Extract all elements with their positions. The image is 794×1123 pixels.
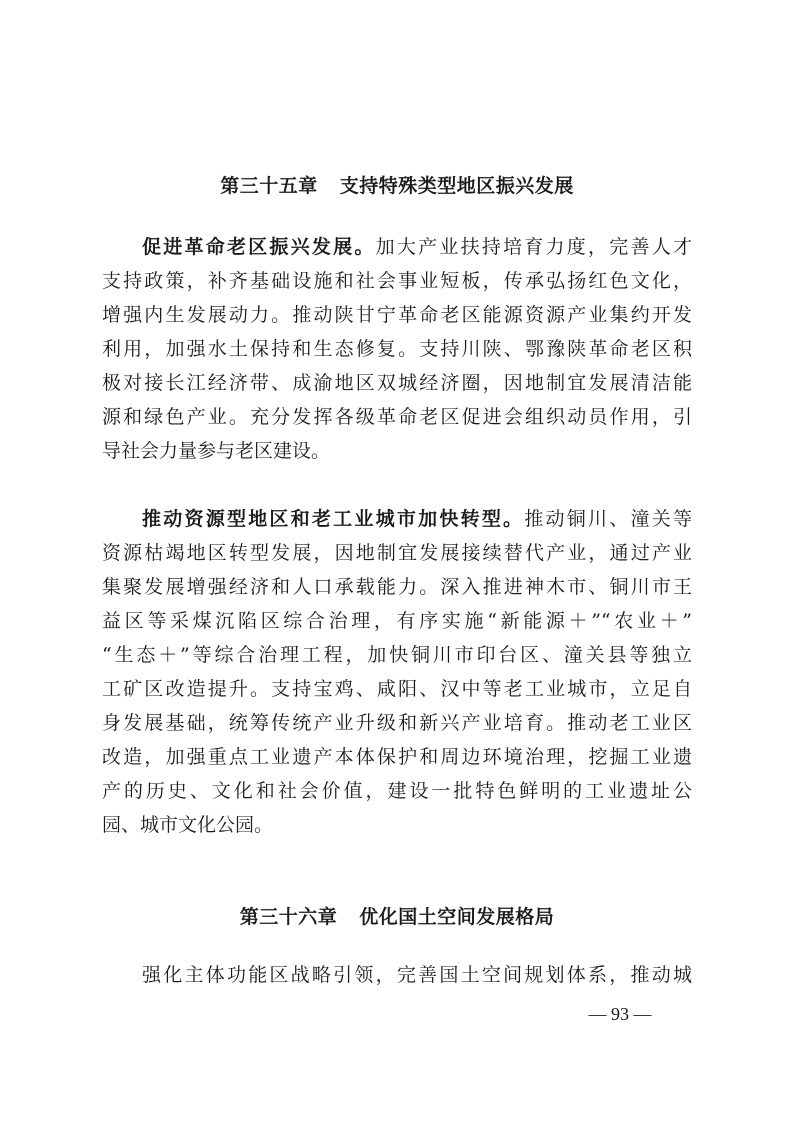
paragraph-line-text: 推动铜川、潼关等 <box>524 508 692 530</box>
paragraph-line: 源和绿色产业。充分发挥各级革命老区促进会组织动员作用，引 <box>102 406 692 428</box>
page-number: — 93 — <box>588 1004 652 1024</box>
chapter-36-title: 优化国土空间发展格局 <box>359 906 555 928</box>
paragraph-line: 利用，加强水土保持和生态修复。支持川陕、鄂豫陕革命老区积 <box>102 338 692 360</box>
chapter-35-number: 第三十五章 <box>220 175 318 197</box>
paragraph-main-functional-zones <box>102 958 692 992</box>
paragraph-line: 园、城市文化公园。 <box>102 814 274 836</box>
paragraph-line: 益区等采煤沉陷区综合治理，有序实施“新能源＋”“农业＋” <box>102 610 692 632</box>
paragraph-line: 改造，加强重点工业遗产本体保护和周边环境治理，挖掘工业遗 <box>102 746 692 768</box>
chapter-36-heading <box>100 905 694 929</box>
chapter-35-title: 支持特殊类型地区振兴发展 <box>339 175 574 197</box>
paragraph-old-revolutionary-areas <box>102 230 692 468</box>
paragraph-resource-based-transformation <box>102 502 692 842</box>
paragraph-line: 强化主体功能区战略引领，完善国土空间规划体系，推动城 <box>142 964 692 986</box>
chapter-36-number: 第三十六章 <box>239 906 338 928</box>
paragraph-line: 极对接长江经济带、成渝地区双城经济圈，因地制宜发展清洁能 <box>102 372 692 394</box>
paragraph-line <box>102 230 692 264</box>
chapter-35-heading <box>100 174 694 198</box>
paragraph-line: 增强内生发展动力。推动陕甘宁革命老区能源资源产业集约开发 <box>102 304 692 326</box>
paragraph-lead: 推动资源型地区和老工业城市加快转型。 <box>142 508 525 530</box>
paragraph-line: 集聚发展增强经济和人口承载能力。深入推进神木市、铜川市王 <box>102 576 692 598</box>
paragraph-line: 资源枯竭地区转型发展，因地制宜发展接续替代产业，通过产业 <box>102 542 692 564</box>
paragraph-line: 工矿区改造提升。支持宝鸡、咸阳、汉中等老工业城市，立足自 <box>102 678 692 700</box>
paragraph-line <box>102 502 692 536</box>
paragraph-line: 支持政策，补齐基础设施和社会事业短板，传承弘扬红色文化， <box>102 270 692 292</box>
paragraph-line: “生态＋”等综合治理工程，加快铜川市印台区、潼关县等独立 <box>102 644 692 666</box>
paragraph-line-text: 加大产业扶持培育力度，完善人才 <box>375 236 692 258</box>
paragraph-lead: 促进革命老区振兴发展。 <box>142 236 376 258</box>
paragraph-line: 产的历史、文化和社会价值，建设一批特色鲜明的工业遗址公 <box>102 780 692 802</box>
paragraph-line: 导社会力量参与老区建设。 <box>102 440 331 462</box>
paragraph-line: 身发展基础，统筹传统产业升级和新兴产业培育。推动老工业区 <box>102 712 692 734</box>
